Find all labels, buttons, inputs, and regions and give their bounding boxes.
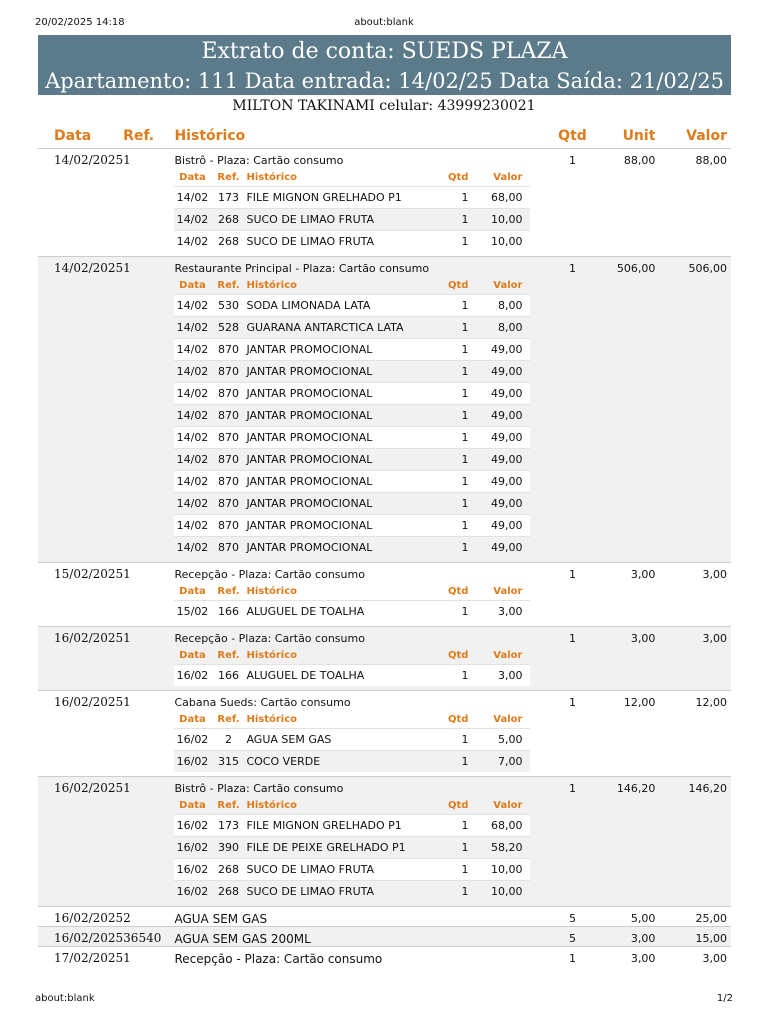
entry-description: Recepção - Plaza: Cartão consumo bbox=[174, 632, 365, 645]
item-ref: 530 bbox=[210, 295, 246, 317]
item-qtd: 1 bbox=[428, 881, 472, 903]
item-hist: SUCO DE LIMAO FRUTA bbox=[246, 231, 428, 253]
entry-items-table bbox=[174, 797, 530, 902]
items-col-header-valor: Valor bbox=[493, 650, 523, 661]
entry-valor: 15,00 bbox=[659, 927, 731, 947]
col-header-ref: Ref. bbox=[123, 123, 174, 149]
items-col-header-ref: Ref. bbox=[217, 280, 240, 291]
items-col-header-qtd: Qtd bbox=[448, 714, 469, 725]
items-col-header-hist: Histórico bbox=[246, 650, 298, 661]
item-valor: 5,00 bbox=[472, 729, 530, 751]
item-date: 16/02 bbox=[174, 859, 210, 881]
item-qtd: 1 bbox=[428, 449, 472, 471]
item-valor: 8,00 bbox=[472, 295, 530, 317]
print-header bbox=[0, 17, 768, 31]
entry-unit: 3,00 bbox=[594, 927, 660, 947]
item-qtd: 1 bbox=[428, 405, 472, 427]
item-row bbox=[174, 209, 530, 231]
entry-ref: 1 bbox=[123, 695, 131, 709]
item-row bbox=[174, 665, 530, 687]
item-hist: JANTAR PROMOCIONAL bbox=[246, 405, 428, 427]
entry-qtd: 5 bbox=[568, 912, 576, 925]
col-header-hist: Histórico bbox=[174, 123, 551, 149]
items-col-header-ref: Ref. bbox=[217, 714, 240, 725]
entry-date: 16/02/2025 bbox=[38, 777, 123, 907]
entry-valor: 3,00 bbox=[659, 627, 731, 691]
item-valor: 10,00 bbox=[472, 209, 530, 231]
item-hist: SODA LIMONADA LATA bbox=[246, 295, 428, 317]
item-hist: GUARANA ANTARCTICA LATA bbox=[246, 317, 428, 339]
items-col-header-qtd: Qtd bbox=[448, 800, 469, 811]
item-date: 14/02 bbox=[174, 471, 210, 493]
entry-qtd: 1 bbox=[551, 257, 593, 563]
item-hist: ALUGUEL DE TOALHA bbox=[246, 601, 428, 623]
col-header-unit: Unit bbox=[594, 123, 660, 149]
item-valor: 10,00 bbox=[472, 859, 530, 881]
item-ref: 870 bbox=[210, 493, 246, 515]
statement-entry-row bbox=[38, 947, 731, 967]
statement-entry-row bbox=[38, 563, 731, 627]
item-ref: 173 bbox=[210, 187, 246, 209]
entry-qtd: 1 bbox=[568, 696, 576, 709]
item-hist: COCO VERDE bbox=[246, 751, 428, 773]
item-valor: 10,00 bbox=[472, 881, 530, 903]
footer-url: about:blank bbox=[35, 993, 95, 1004]
print-title: about:blank bbox=[354, 17, 414, 28]
item-row bbox=[174, 449, 530, 471]
entry-valor: 12,00 bbox=[695, 696, 727, 709]
item-row bbox=[174, 837, 530, 859]
entry-description-cell bbox=[174, 947, 551, 967]
item-row bbox=[174, 515, 530, 537]
item-date: 14/02 bbox=[174, 209, 210, 231]
item-ref: 870 bbox=[210, 361, 246, 383]
item-hist: FILE MIGNON GRELHADO P1 bbox=[246, 815, 428, 837]
entry-ref: 1 bbox=[123, 257, 174, 563]
item-hist: AGUA SEM GAS bbox=[246, 729, 428, 751]
col-header-qtd: Qtd bbox=[551, 123, 593, 149]
item-hist: JANTAR PROMOCIONAL bbox=[246, 361, 428, 383]
items-col-header-date: Data bbox=[179, 280, 206, 291]
item-row bbox=[174, 427, 530, 449]
page-number: 1/2 bbox=[716, 993, 733, 1004]
statement-entry-row bbox=[38, 927, 731, 947]
item-row bbox=[174, 729, 530, 751]
entry-unit: 3,00 bbox=[630, 952, 656, 965]
item-row bbox=[174, 405, 530, 427]
items-col-header-qtd: Qtd bbox=[448, 280, 469, 291]
item-qtd: 1 bbox=[428, 837, 472, 859]
items-col-header-date: Data bbox=[179, 650, 206, 661]
entry-description-cell bbox=[174, 563, 551, 627]
items-header-row bbox=[174, 711, 530, 729]
items-header-row bbox=[174, 797, 530, 815]
item-date: 14/02 bbox=[174, 405, 210, 427]
item-row bbox=[174, 471, 530, 493]
entry-date: 16/02/2025 bbox=[38, 927, 123, 947]
item-qtd: 1 bbox=[428, 859, 472, 881]
print-footer bbox=[0, 993, 768, 1007]
entry-description: Bistrô - Plaza: Cartão consumo bbox=[174, 154, 344, 167]
item-row bbox=[174, 751, 530, 773]
items-col-header-valor: Valor bbox=[493, 714, 523, 725]
item-row bbox=[174, 537, 530, 559]
entry-ref: 1 bbox=[123, 627, 174, 691]
item-ref: 870 bbox=[210, 449, 246, 471]
entry-description-cell bbox=[174, 777, 551, 907]
item-hist: FILE DE PEIXE GRELHADO P1 bbox=[246, 837, 428, 859]
entry-ref: 36540 bbox=[123, 927, 174, 947]
items-col-header-date: Data bbox=[179, 172, 206, 183]
col-header-valor: Valor bbox=[659, 123, 731, 149]
entry-date: 15/02/2025 bbox=[54, 567, 124, 581]
statement-body bbox=[38, 149, 731, 967]
items-col-header-hist: Histórico bbox=[246, 586, 298, 597]
entry-items-table bbox=[174, 169, 530, 252]
item-date: 16/02 bbox=[174, 665, 210, 687]
item-date: 14/02 bbox=[174, 515, 210, 537]
item-ref: 870 bbox=[210, 515, 246, 537]
item-hist: FILE MIGNON GRELHADO P1 bbox=[246, 187, 428, 209]
entry-description-cell bbox=[174, 691, 551, 777]
item-qtd: 1 bbox=[428, 295, 472, 317]
item-ref: 870 bbox=[210, 339, 246, 361]
entry-description-cell bbox=[174, 149, 551, 257]
items-col-header-valor: Valor bbox=[493, 586, 523, 597]
statement-entry-row bbox=[38, 691, 731, 777]
item-hist: JANTAR PROMOCIONAL bbox=[246, 383, 428, 405]
entry-unit: 88,00 bbox=[623, 154, 656, 167]
item-row bbox=[174, 383, 530, 405]
entry-ref: 1 bbox=[123, 951, 131, 965]
item-ref: 870 bbox=[210, 383, 246, 405]
items-col-header-ref: Ref. bbox=[217, 172, 240, 183]
item-qtd: 1 bbox=[428, 471, 472, 493]
entry-description-cell bbox=[174, 927, 551, 947]
entry-valor: 146,20 bbox=[659, 777, 731, 907]
statement-entry-row bbox=[38, 907, 731, 927]
entry-qtd: 1 bbox=[568, 154, 576, 167]
item-date: 14/02 bbox=[174, 537, 210, 559]
item-valor: 49,00 bbox=[472, 471, 530, 493]
items-col-header-qtd: Qtd bbox=[448, 650, 469, 661]
items-col-header-valor: Valor bbox=[493, 800, 523, 811]
items-col-header-qtd: Qtd bbox=[448, 586, 469, 597]
item-qtd: 1 bbox=[428, 751, 472, 773]
item-ref: 268 bbox=[210, 881, 246, 903]
entry-description-cell bbox=[174, 907, 551, 927]
item-ref: 268 bbox=[210, 859, 246, 881]
item-date: 14/02 bbox=[174, 317, 210, 339]
item-date: 14/02 bbox=[174, 187, 210, 209]
item-date: 15/02 bbox=[174, 601, 210, 623]
entry-qtd: 1 bbox=[568, 952, 576, 965]
entry-valor: 3,00 bbox=[702, 568, 727, 581]
item-row bbox=[174, 339, 530, 361]
item-qtd: 1 bbox=[428, 601, 472, 623]
item-date: 14/02 bbox=[174, 339, 210, 361]
item-qtd: 1 bbox=[428, 383, 472, 405]
entry-valor: 506,00 bbox=[659, 257, 731, 563]
item-date: 14/02 bbox=[174, 427, 210, 449]
item-qtd: 1 bbox=[428, 427, 472, 449]
entry-items-table bbox=[174, 583, 530, 622]
item-qtd: 1 bbox=[428, 665, 472, 687]
item-qtd: 1 bbox=[428, 187, 472, 209]
item-qtd: 1 bbox=[428, 815, 472, 837]
item-ref: 166 bbox=[210, 601, 246, 623]
item-date: 14/02 bbox=[174, 383, 210, 405]
item-valor: 49,00 bbox=[472, 493, 530, 515]
item-row bbox=[174, 601, 530, 623]
guest-info: MILTON TAKINAMI celular: 43999230021 bbox=[232, 98, 536, 114]
item-valor: 68,00 bbox=[472, 187, 530, 209]
item-date: 16/02 bbox=[174, 729, 210, 751]
item-row bbox=[174, 317, 530, 339]
print-datetime: 20/02/2025 14:18 bbox=[35, 17, 125, 28]
item-row bbox=[174, 881, 530, 903]
item-ref: 315 bbox=[210, 751, 246, 773]
entry-qtd: 5 bbox=[551, 927, 593, 947]
items-col-header-hist: Histórico bbox=[246, 800, 298, 811]
item-qtd: 1 bbox=[428, 729, 472, 751]
item-qtd: 1 bbox=[428, 209, 472, 231]
entry-qtd: 1 bbox=[551, 777, 593, 907]
entry-unit: 3,00 bbox=[630, 568, 656, 581]
item-ref: 528 bbox=[210, 317, 246, 339]
items-header-row bbox=[174, 583, 530, 601]
items-col-header-valor: Valor bbox=[493, 172, 523, 183]
item-valor: 3,00 bbox=[472, 601, 530, 623]
statement-entry-row bbox=[38, 257, 731, 563]
item-qtd: 1 bbox=[428, 537, 472, 559]
table-header-row bbox=[38, 123, 731, 149]
entry-description-cell bbox=[174, 257, 551, 563]
entry-description: Restaurante Principal - Plaza: Cartão consumo bbox=[174, 262, 430, 275]
entry-date: 16/02/2025 bbox=[38, 627, 123, 691]
entry-description-cell bbox=[174, 627, 551, 691]
item-ref: 2 bbox=[210, 729, 246, 751]
items-col-header-ref: Ref. bbox=[217, 800, 240, 811]
item-date: 16/02 bbox=[174, 815, 210, 837]
items-header-row bbox=[174, 169, 530, 187]
statement-table bbox=[38, 123, 731, 966]
item-valor: 49,00 bbox=[472, 449, 530, 471]
entry-ref: 1 bbox=[123, 153, 131, 167]
item-hist: JANTAR PROMOCIONAL bbox=[246, 449, 428, 471]
entry-unit: 5,00 bbox=[630, 912, 656, 925]
item-ref: 870 bbox=[210, 427, 246, 449]
item-hist: JANTAR PROMOCIONAL bbox=[246, 515, 428, 537]
entry-date: 16/02/2025 bbox=[54, 911, 124, 925]
item-ref: 390 bbox=[210, 837, 246, 859]
item-hist: SUCO DE LIMAO FRUTA bbox=[246, 881, 428, 903]
statement-entry-row bbox=[38, 627, 731, 691]
entry-date: 14/02/2025 bbox=[38, 257, 123, 563]
entry-ref: 2 bbox=[123, 911, 131, 925]
entry-unit: 506,00 bbox=[594, 257, 660, 563]
statement-title: Extrato de conta: SUEDS PLAZA bbox=[201, 39, 568, 64]
items-col-header-date: Data bbox=[179, 586, 206, 597]
items-col-header-date: Data bbox=[179, 714, 206, 725]
item-date: 14/02 bbox=[174, 361, 210, 383]
col-header-date: Data bbox=[38, 123, 123, 149]
item-qtd: 1 bbox=[428, 361, 472, 383]
entry-date: 17/02/2025 bbox=[54, 951, 124, 965]
entry-description: Bistrô - Plaza: Cartão consumo bbox=[174, 782, 344, 795]
item-ref: 870 bbox=[210, 537, 246, 559]
entry-unit: 146,20 bbox=[594, 777, 660, 907]
entry-description: Recepção - Plaza: Cartão consumo bbox=[174, 952, 383, 966]
entry-valor: 3,00 bbox=[702, 952, 727, 965]
entry-description: AGUA SEM GAS 200ML bbox=[174, 932, 311, 946]
item-date: 14/02 bbox=[174, 493, 210, 515]
item-valor: 49,00 bbox=[472, 405, 530, 427]
item-hist: ALUGUEL DE TOALHA bbox=[246, 665, 428, 687]
statement-banner bbox=[38, 35, 731, 95]
item-valor: 8,00 bbox=[472, 317, 530, 339]
item-row bbox=[174, 187, 530, 209]
item-qtd: 1 bbox=[428, 231, 472, 253]
items-col-header-hist: Histórico bbox=[246, 172, 298, 183]
item-valor: 7,00 bbox=[472, 751, 530, 773]
item-ref: 870 bbox=[210, 405, 246, 427]
entry-ref: 1 bbox=[123, 777, 174, 907]
entry-items-table bbox=[174, 277, 530, 558]
item-ref: 870 bbox=[210, 471, 246, 493]
item-qtd: 1 bbox=[428, 317, 472, 339]
item-date: 14/02 bbox=[174, 449, 210, 471]
item-ref: 268 bbox=[210, 231, 246, 253]
items-col-header-date: Data bbox=[179, 800, 206, 811]
entry-unit: 12,00 bbox=[623, 696, 656, 709]
entry-items-table bbox=[174, 647, 530, 686]
items-header-row bbox=[174, 647, 530, 665]
item-hist: SUCO DE LIMAO FRUTA bbox=[246, 209, 428, 231]
item-date: 16/02 bbox=[174, 881, 210, 903]
item-row bbox=[174, 815, 530, 837]
items-header-row bbox=[174, 277, 530, 295]
item-valor: 49,00 bbox=[472, 339, 530, 361]
entry-description: Recepção - Plaza: Cartão consumo bbox=[174, 568, 365, 581]
item-hist: SUCO DE LIMAO FRUTA bbox=[246, 859, 428, 881]
items-col-header-hist: Histórico bbox=[246, 280, 298, 291]
entry-qtd: 1 bbox=[568, 568, 576, 581]
statement-entry-row bbox=[38, 149, 731, 257]
item-valor: 10,00 bbox=[472, 231, 530, 253]
entry-date: 14/02/2025 bbox=[54, 153, 124, 167]
item-row bbox=[174, 493, 530, 515]
item-valor: 49,00 bbox=[472, 361, 530, 383]
items-col-header-ref: Ref. bbox=[217, 586, 240, 597]
entry-qtd: 1 bbox=[551, 627, 593, 691]
item-ref: 166 bbox=[210, 665, 246, 687]
entry-date: 16/02/2025 bbox=[54, 695, 124, 709]
item-valor: 49,00 bbox=[472, 515, 530, 537]
item-hist: JANTAR PROMOCIONAL bbox=[246, 493, 428, 515]
entry-unit: 3,00 bbox=[594, 627, 660, 691]
item-date: 16/02 bbox=[174, 837, 210, 859]
item-valor: 49,00 bbox=[472, 537, 530, 559]
items-col-header-qtd: Qtd bbox=[448, 172, 469, 183]
item-row bbox=[174, 361, 530, 383]
entry-items-table bbox=[174, 711, 530, 772]
item-qtd: 1 bbox=[428, 515, 472, 537]
item-ref: 268 bbox=[210, 209, 246, 231]
items-col-header-valor: Valor bbox=[493, 280, 523, 291]
item-valor: 49,00 bbox=[472, 427, 530, 449]
item-valor: 3,00 bbox=[472, 665, 530, 687]
item-row bbox=[174, 295, 530, 317]
item-hist: JANTAR PROMOCIONAL bbox=[246, 471, 428, 493]
item-hist: JANTAR PROMOCIONAL bbox=[246, 427, 428, 449]
item-hist: JANTAR PROMOCIONAL bbox=[246, 537, 428, 559]
item-row bbox=[174, 859, 530, 881]
item-ref: 173 bbox=[210, 815, 246, 837]
item-row bbox=[174, 231, 530, 253]
item-valor: 58,20 bbox=[472, 837, 530, 859]
item-hist: JANTAR PROMOCIONAL bbox=[246, 339, 428, 361]
entry-valor: 25,00 bbox=[695, 912, 727, 925]
statement-entry-row bbox=[38, 777, 731, 907]
stay-info: Apartamento: 111 Data entrada: 14/02/25 Data Saída: 21/02/25 bbox=[45, 69, 724, 93]
entry-ref: 1 bbox=[123, 567, 131, 581]
item-date: 16/02 bbox=[174, 751, 210, 773]
entry-valor: 88,00 bbox=[695, 154, 727, 167]
entry-description: AGUA SEM GAS bbox=[174, 912, 268, 926]
item-qtd: 1 bbox=[428, 493, 472, 515]
items-col-header-hist: Histórico bbox=[246, 714, 298, 725]
item-valor: 68,00 bbox=[472, 815, 530, 837]
item-date: 14/02 bbox=[174, 231, 210, 253]
item-qtd: 1 bbox=[428, 339, 472, 361]
item-valor: 49,00 bbox=[472, 383, 530, 405]
entry-description: Cabana Sueds: Cartão consumo bbox=[174, 696, 351, 709]
item-date: 14/02 bbox=[174, 295, 210, 317]
items-col-header-ref: Ref. bbox=[217, 650, 240, 661]
